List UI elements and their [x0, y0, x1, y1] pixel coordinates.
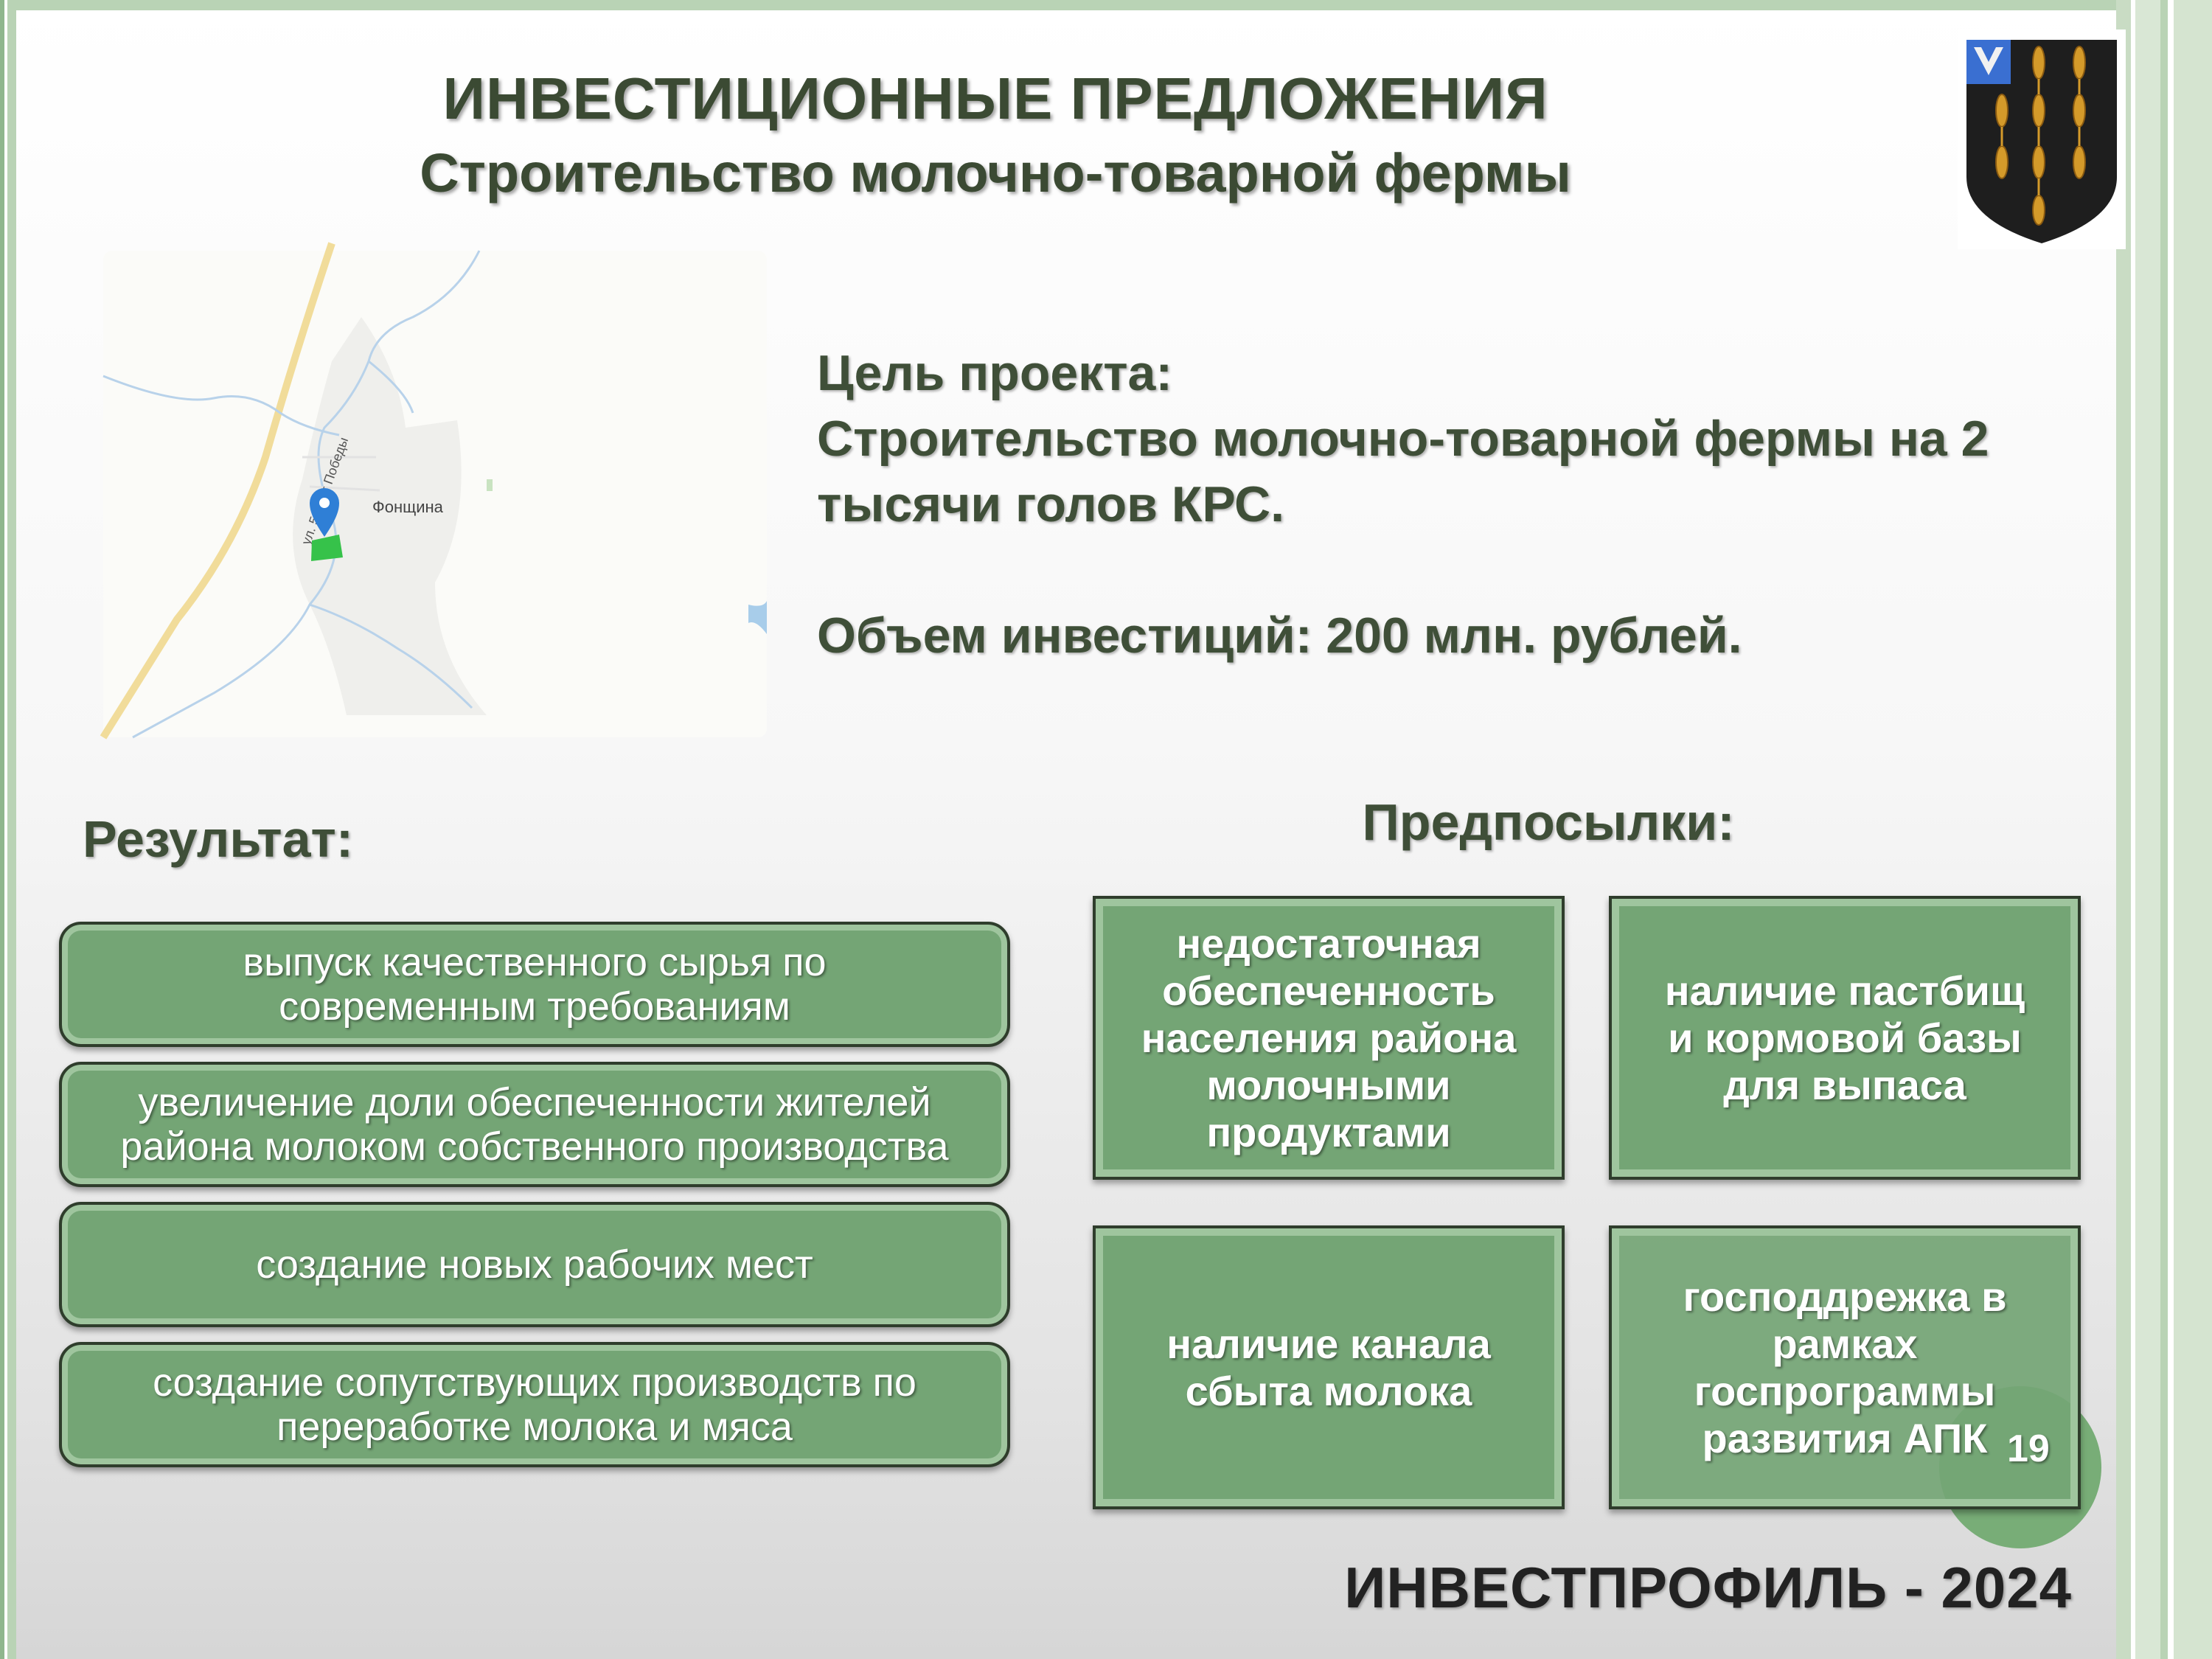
- prerequisite-item-4: господдрежка в рамках госпрограммы развития АПК: [1609, 1225, 2081, 1509]
- slide-title: ИНВЕСТИЦИОННЫЕ ПРЕДЛОЖЕНИЯ: [442, 66, 1548, 131]
- goal-line-2: тысячи голов КРС.: [817, 476, 1285, 532]
- map-place-label: Фонщина: [372, 498, 443, 516]
- project-goal-block: [817, 341, 2144, 669]
- coat-of-arms-emblem: [1958, 29, 2126, 249]
- location-map: [88, 236, 782, 752]
- investment-volume: Объем инвестиций: 200 млн. рублей.: [817, 608, 1742, 664]
- frame-left-border: [0, 0, 16, 1659]
- prerequisites-heading: Предпосылки:: [1362, 793, 1735, 851]
- map-street-label: ул. Победы: [298, 435, 352, 547]
- prerequisite-item-3: наличие канала сбыта молока: [1093, 1225, 1565, 1509]
- result-item-2: увеличение доли обеспеченности жителей района молоком собственного производства: [59, 1062, 1010, 1187]
- result-item-3: создание новых рабочих мест: [59, 1202, 1010, 1327]
- coat-of-arms-icon: [1958, 29, 2126, 249]
- frame-right-border: [2116, 0, 2212, 1659]
- results-heading: Результат:: [83, 810, 354, 868]
- result-item-4: создание сопутствующих производств по переработке молока и мяса: [59, 1342, 1010, 1467]
- result-item-1: выпуск качественного сырья по современным требованиям: [59, 922, 1010, 1047]
- frame-top-border: [0, 0, 2212, 10]
- goal-line-1: Строительство молочно-товарной фермы на 2: [817, 411, 1989, 467]
- prerequisite-item-1: недостаточная обеспеченность населения района молочными продуктами: [1093, 896, 1565, 1180]
- footer-label: ИНВЕСТПРОФИЛЬ - 2024: [1344, 1555, 2072, 1620]
- prerequisite-item-2: наличие пастбищ и кормовой базы для выпаса: [1609, 896, 2081, 1180]
- page-number: 19: [2007, 1427, 2050, 1470]
- goal-heading: Цель проекта:: [817, 345, 1172, 401]
- map-graphic: [88, 236, 782, 752]
- slide-subtitle: Строительство молочно-товарной фермы: [420, 142, 1571, 204]
